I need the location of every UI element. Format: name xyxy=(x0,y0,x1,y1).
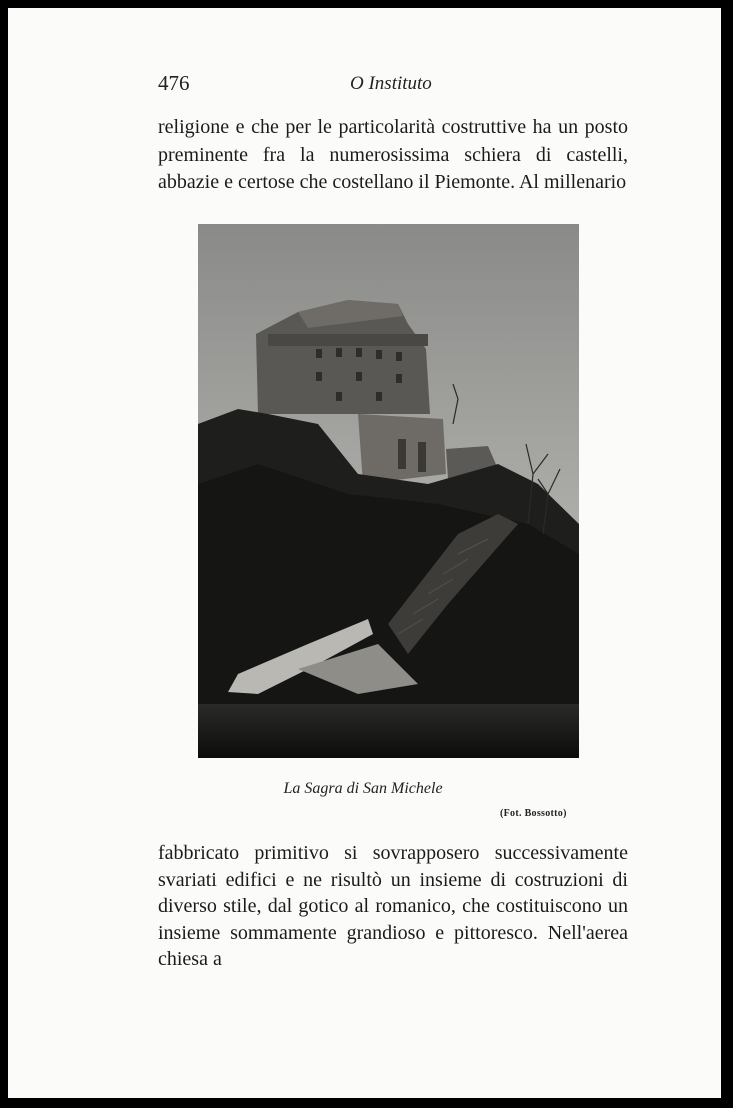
photo-credit: (Fot. Bossotto) xyxy=(500,808,567,819)
document-page xyxy=(8,8,721,1098)
figure-caption: La Sagra di San Michele xyxy=(283,780,443,797)
paragraph-top: religione e che per le particolarità costruttive ha un posto preminente fra la numerosissima schiera di castelli, abbazie e certose che costellano il Piemonte. Al millenario xyxy=(158,116,628,193)
page-number: 476 xyxy=(158,71,190,95)
running-title: O Instituto xyxy=(350,73,432,94)
photo-illustration xyxy=(198,224,579,758)
page-header xyxy=(158,71,628,101)
paragraph-bottom: fabbricato primitivo si sovrapposero successivamente svariati edifici e ne risultò un insieme di costruzioni di diverso stile, dal gotico al romanico, che costituiscono un insieme sommamente grandioso e pittoresco. Nell'aerea chiesa a xyxy=(158,842,628,970)
photograph-sagra-san-michele xyxy=(198,224,579,758)
